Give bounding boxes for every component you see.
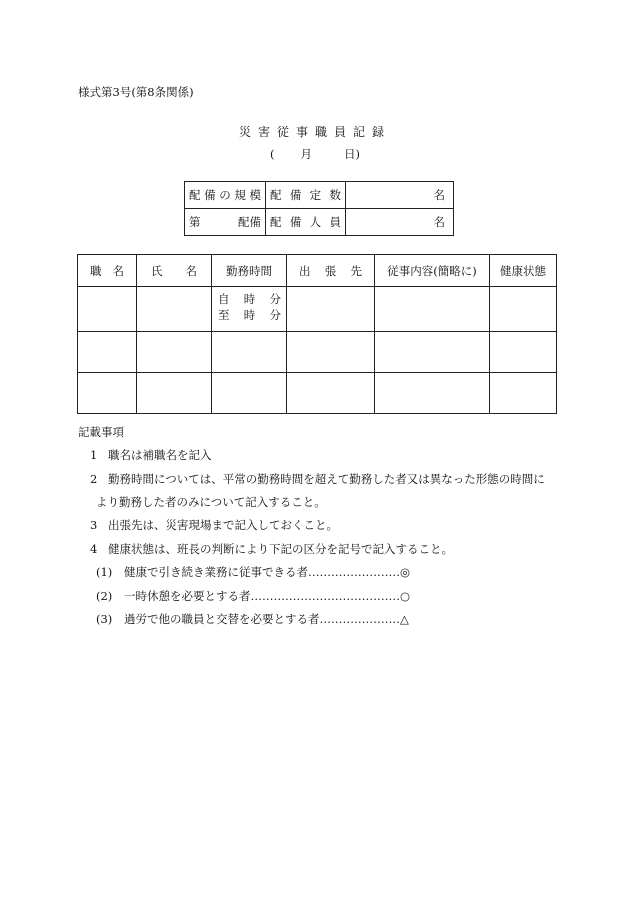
cell-position[interactable]: [78, 332, 137, 373]
date-open-paren: (: [270, 147, 275, 161]
cell-health[interactable]: [490, 287, 557, 332]
cell-duty[interactable]: [375, 332, 490, 373]
unit-label: 名: [433, 188, 445, 202]
health-category-1: (1) 健康で引き続き業務に従事できる者……………………◎: [96, 565, 411, 579]
table-row: [78, 332, 557, 373]
header-position: 職 名: [78, 255, 137, 287]
cell-duty[interactable]: [375, 287, 490, 332]
cell-destination[interactable]: [287, 287, 375, 332]
header-duty: 従事内容(簡略に): [375, 255, 490, 287]
health-category-2: (2) 一時休憩を必要とする者…………………………………○: [96, 589, 411, 603]
triangle-mark: △: [400, 612, 409, 626]
cell-hours[interactable]: [212, 287, 287, 332]
double-circle-mark: ◎: [400, 565, 411, 579]
table-header-row: [78, 255, 557, 287]
cell-hours[interactable]: [212, 373, 287, 414]
header-destination: 出 張 先: [287, 255, 375, 287]
label-level-b: 配備: [238, 215, 261, 229]
date-day: 日): [344, 147, 360, 161]
date-line: [0, 146, 630, 162]
table-row: [78, 373, 557, 414]
cell-destination[interactable]: [287, 373, 375, 414]
note-item-1: 1 職名は補職名を記入: [90, 448, 212, 462]
cell-duty[interactable]: [375, 373, 490, 414]
cell-hours[interactable]: [212, 332, 287, 373]
cell-position[interactable]: [78, 287, 137, 332]
allocation-quota-label: [266, 182, 346, 209]
cell-health[interactable]: [490, 373, 557, 414]
allocation-scale-label: [185, 182, 266, 209]
allocation-staff-value[interactable]: [346, 209, 454, 236]
staff-record-table: [77, 254, 557, 414]
time-to: 至 時 分: [218, 308, 281, 322]
time-from: 自 時 分: [218, 292, 281, 306]
unit-label: 名: [433, 215, 445, 229]
date-month: 月: [300, 147, 312, 161]
allocation-level-label: [185, 209, 266, 236]
cell-destination[interactable]: [287, 332, 375, 373]
header-hours: 勤務時間: [212, 255, 287, 287]
document-title: 災害従事職員記録: [238, 125, 391, 139]
label-level-a: 第: [189, 215, 201, 229]
allocation-table: [184, 181, 454, 236]
label-staff: 配 備 人 員: [270, 215, 341, 229]
cell-name[interactable]: [137, 287, 212, 332]
health-category-3: (3) 過労で他の職員と交替を必要とする者…………………△: [96, 612, 409, 626]
table-row: [78, 287, 557, 332]
note-item-3: 3 出張先は、災害現場まで記入しておくこと。: [90, 518, 338, 532]
note-item-4: 4 健康状態は、班長の判断により下記の区分を記号で記入すること。: [90, 542, 453, 556]
allocation-quota-value[interactable]: [346, 182, 454, 209]
form-number: 様式第3号(第8条関係): [78, 85, 194, 99]
circle-mark: ○: [400, 589, 411, 603]
cell-position[interactable]: [78, 373, 137, 414]
cell-name[interactable]: [137, 332, 212, 373]
allocation-staff-label: [266, 209, 346, 236]
note-item-2-continued: より勤務した者のみについて記入すること。: [96, 495, 326, 509]
header-health: 健康状態: [490, 255, 557, 287]
note-item-2: 2 勤務時間については、平常の勤務時間を超えて勤務した者又は異なった形態の時間に: [90, 472, 545, 486]
cell-name[interactable]: [137, 373, 212, 414]
notes-title: 記載事項: [78, 425, 124, 439]
allocation-row-level: [185, 209, 454, 236]
header-name: 氏 名: [137, 255, 212, 287]
label-scale: 配 備 の 規 模: [189, 188, 261, 202]
label-quota: 配 備 定 数: [270, 188, 341, 202]
cell-health[interactable]: [490, 332, 557, 373]
allocation-row-scale: [185, 182, 454, 209]
